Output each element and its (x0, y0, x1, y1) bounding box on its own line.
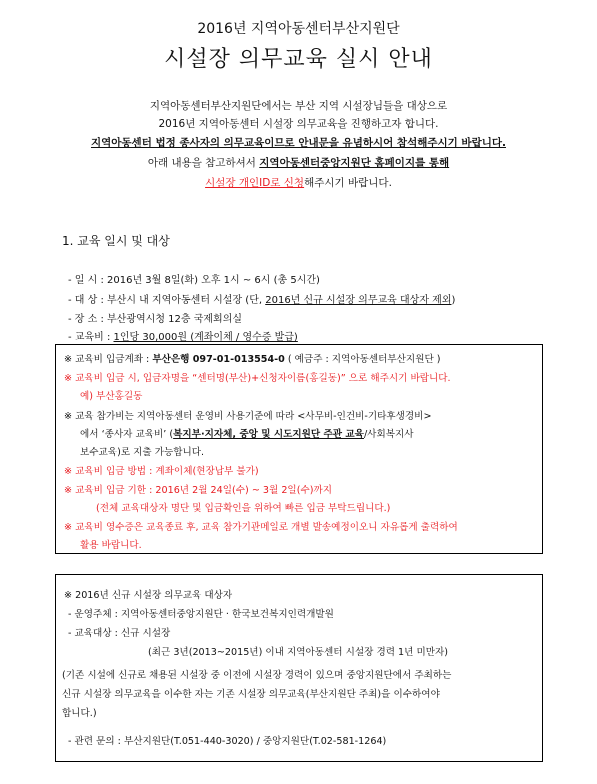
target-close: ) (451, 295, 456, 306)
account-label: ※ 교육비 입금계좌 : (64, 354, 153, 365)
payment-account-line (64, 351, 441, 365)
expense-note-line-2 (80, 426, 414, 440)
intro-apply-method: 시설장 개인ID로 신청 (205, 177, 305, 189)
date-label: - 일 시 : (68, 275, 108, 286)
intro-line-2: 2016년 지역아동센터 시설장 의무교육을 진행하고자 합니다. (158, 118, 439, 130)
organizer-line: - 운영주체 : 지역아동센터중앙지원단 · 한국보건복지인력개발원 (68, 609, 334, 620)
intro-line-4-text: 아래 내용을 참고하셔서 (147, 157, 260, 169)
target-value: 부산시 내 지역아동센터 시설장 (단, (107, 295, 266, 306)
existing-facility-note-2: 신규 시설장 의무교육을 이수한 자는 기존 시설장 의무교육(부산지원단 주최)을 이수하여야 (62, 689, 440, 700)
target-label: - 대 상 : (68, 295, 108, 306)
education-target-detail: (최근 3년(2013~2015년) 이내 지역아동센터 시설장 경력 1년 미만자) (148, 647, 449, 658)
receipt-note-line-2: 활용 바랍니다. (80, 540, 142, 551)
payment-deadline-note: ※ 교육비 입금 기한 : 2016년 2월 24일(수) ~ 3월 2일(수)까지 (64, 485, 332, 496)
date-row (68, 271, 320, 286)
payment-info-box (55, 344, 543, 554)
intro-line-5-text: 해주시기 바랍니다. (304, 177, 392, 189)
receipt-note-line-1: ※ 교육비 영수증은 교육종료 후, 교육 참가기관메일로 개별 발송예정이오니 자유롭게 출력하여 (64, 522, 458, 533)
depositor-name-note: ※ 교육비 입금 시, 입금자명을 “센터명(부산)+신청자이름(홍길동)” 으로 해주시기 바랍니다. (64, 373, 451, 384)
section-1-title: 1. 교육 일시 및 대상 (62, 234, 170, 248)
document-subtitle: 2016년 지역아동센터부산지원단 (197, 21, 400, 37)
fee-label: - 교육비 : (68, 332, 114, 343)
new-director-heading: ※ 2016년 신규 시설장 의무교육 대상자 (64, 590, 233, 601)
intro-line-5 (0, 175, 597, 190)
contact-line: - 관련 문의 : 부산지원단(T.051-440-3020) / 중앙지원단(T.02-581-1264) (68, 736, 387, 747)
payment-deadline-detail: (전체 교육대상자 명단 및 입금확인을 위하여 빠른 입금 부탁드립니다.) (96, 503, 391, 514)
intro-line-3: 지역아동센터 법정 종사자의 의무교육이므로 안내문을 유념하시어 참석해주시기 바랍니다. (90, 137, 506, 149)
existing-facility-note-3: 합니다.) (62, 708, 97, 719)
existing-facility-note-1: (기존 시설에 신규로 채용된 시설장 중 이전에 시설장 경력이 있으며 중앙지원단에서 주최하는 (62, 670, 452, 681)
expense-note-line-3: 보수교육)로 지출 가능합니다. (80, 447, 205, 458)
education-target-line: - 교육대상 : 신규 시설장 (68, 628, 171, 639)
account-holder: ( 예금주 : 지역아동센터부산지원단 ) (284, 354, 441, 365)
expense-note-line-1: ※ 교육 참가비는 지역아동센터 운영비 사용기준에 따라 <사무비-인건비-기타후생경비> (64, 411, 432, 422)
expense-note-text: 에서 ‘종사자 교육비’ ( (80, 429, 174, 440)
document-title: 시설장 의무교육 실시 안내 (164, 47, 433, 72)
account-number: 부산은행 097-01-013554-0 (152, 354, 285, 365)
depositor-example: 예) 부산홍길동 (80, 391, 143, 402)
place-row (68, 310, 242, 325)
expense-note-tail: /사회복지사 (363, 429, 414, 440)
intro-line-4 (0, 155, 597, 170)
target-row (68, 291, 455, 306)
expense-note-emphasis: 복지부·지자체, 중앙 및 시도지원단 주관 교육 (173, 429, 364, 440)
place-label: - 장 소 : (68, 314, 108, 325)
intro-line-1: 지역아동센터부산지원단에서는 부산 지역 시설장님들을 대상으로 (149, 100, 448, 112)
intro-homepage-text: 지역아동센터중앙지원단 홈페이지를 통해 (259, 157, 450, 169)
target-exclusion: 2016년 신규 시설장 의무교육 대상자 제외 (265, 295, 452, 306)
fee-row (68, 328, 298, 343)
new-director-info-box (55, 574, 543, 762)
date-value: 2016년 3월 8일(화) 오후 1시 ~ 6시 (총 5시간) (107, 275, 320, 286)
place-value: 부산광역시청 12층 국제회의실 (107, 314, 243, 325)
fee-value: 1인당 30,000원 (계좌이체 / 영수증 발급) (113, 332, 298, 343)
payment-method-note: ※ 교육비 입금 방법 : 계좌이체(현장납부 불가) (64, 466, 259, 477)
